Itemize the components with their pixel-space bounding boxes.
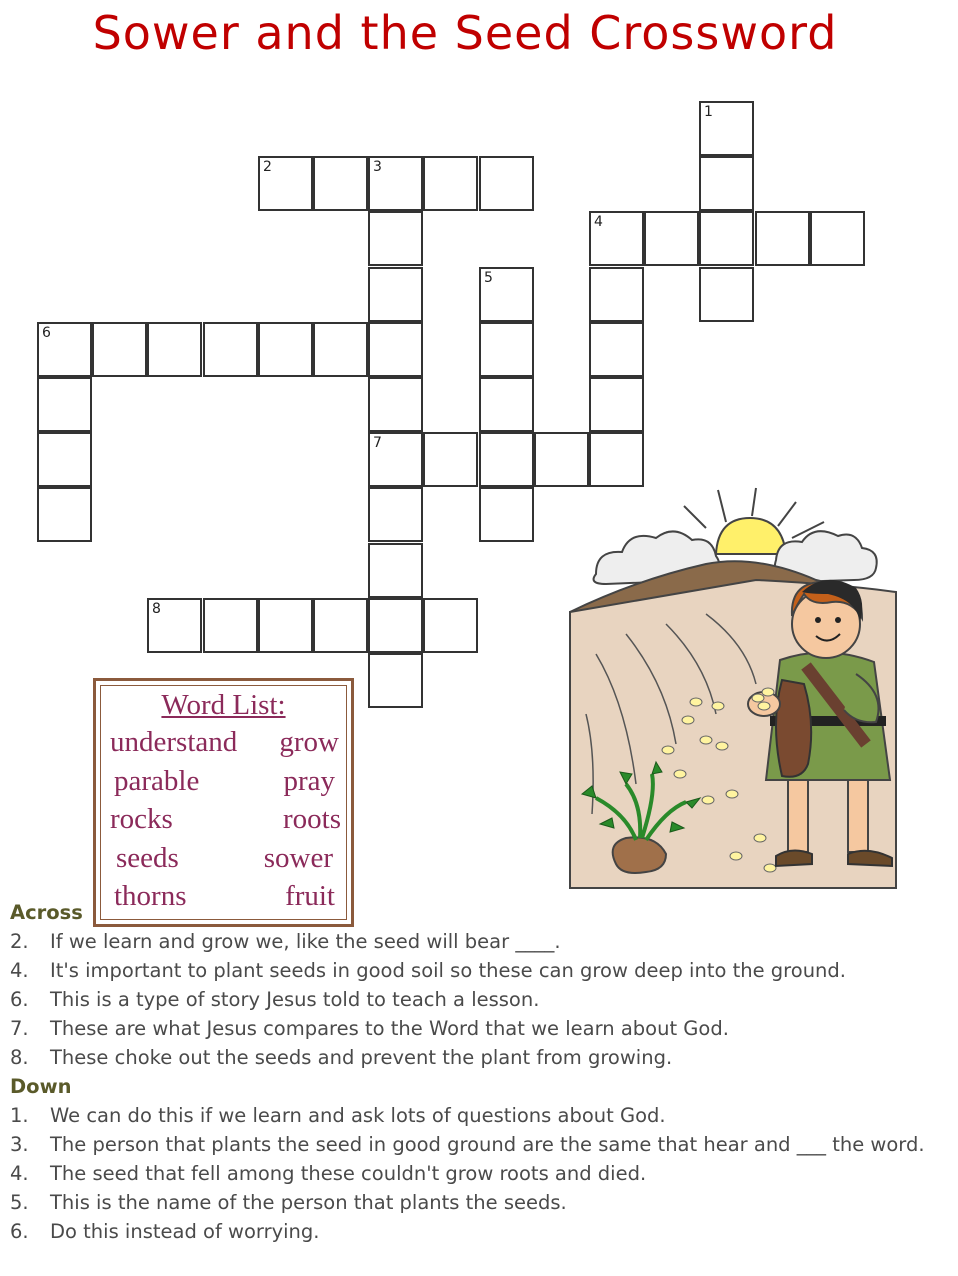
crossword-cell[interactable]	[368, 598, 423, 653]
crossword-cell[interactable]	[589, 377, 644, 432]
crossword-cell[interactable]	[203, 598, 258, 653]
clue-number-label: 8	[152, 601, 161, 617]
word-list-item: thorns	[114, 880, 187, 912]
crossword-cell[interactable]	[258, 156, 313, 211]
word-list-item: roots	[283, 803, 341, 835]
crossword-cell[interactable]	[479, 377, 534, 432]
clue-number: 2.	[10, 930, 29, 953]
crossword-cell[interactable]	[589, 211, 644, 266]
crossword-cell[interactable]	[203, 322, 258, 377]
crossword-cell[interactable]	[699, 211, 754, 266]
clue-number: 6.	[10, 988, 29, 1011]
across-clue	[10, 1014, 950, 1043]
clue-text: The person that plants the seed in good ground are the same that hear and ___ the word.	[50, 1133, 925, 1156]
clue-number: 3.	[10, 1133, 29, 1156]
clue-number-label: 7	[373, 435, 382, 451]
crossword-cell[interactable]	[368, 487, 423, 542]
down-heading: Down	[10, 1075, 72, 1098]
crossword-cell[interactable]	[368, 653, 423, 708]
word-list-item: grow	[279, 726, 339, 758]
crossword-cell[interactable]	[423, 156, 478, 211]
crossword-cell[interactable]	[644, 211, 699, 266]
crossword-cell[interactable]	[589, 267, 644, 322]
crossword-cell[interactable]	[37, 432, 92, 487]
clues-section	[10, 898, 950, 1246]
word-list-item: parable	[114, 765, 200, 797]
sun	[716, 518, 786, 554]
clue-number-label: 3	[373, 159, 382, 175]
crossword-cell[interactable]	[589, 322, 644, 377]
word-list-item: fruit	[285, 880, 335, 912]
clue-text: This is a type of story Jesus told to teach a lesson.	[50, 988, 540, 1011]
word-list-item: pray	[283, 765, 335, 797]
clue-text: If we learn and grow we, like the seed will bear ____.	[50, 930, 561, 953]
crossword-cell[interactable]	[699, 267, 754, 322]
crossword-cell[interactable]	[313, 156, 368, 211]
sower-illustration	[556, 484, 902, 890]
word-list-item: rocks	[110, 803, 173, 835]
crossword-cell[interactable]	[368, 377, 423, 432]
crossword-cell[interactable]	[313, 598, 368, 653]
clue-number-label: 2	[263, 159, 272, 175]
crossword-cell[interactable]	[368, 156, 423, 211]
crossword-cell[interactable]	[423, 432, 478, 487]
down-clue	[10, 1159, 950, 1188]
crossword-cell[interactable]	[810, 211, 865, 266]
clue-text: It's important to plant seeds in good soil so these can grow deep into the ground.	[50, 959, 846, 982]
clue-number-label: 4	[594, 214, 603, 230]
clue-number: 4.	[10, 959, 29, 982]
crossword-cell[interactable]	[479, 322, 534, 377]
crossword-cell[interactable]	[368, 211, 423, 266]
clue-number: 4.	[10, 1162, 29, 1185]
clue-text: These are what Jesus compares to the Word that we learn about God.	[50, 1017, 729, 1040]
clue-number-label: 6	[42, 325, 51, 341]
across-clue	[10, 956, 950, 985]
clue-text: Do this instead of worrying.	[50, 1220, 320, 1243]
down-clue	[10, 1188, 950, 1217]
crossword-cell[interactable]	[368, 432, 423, 487]
word-list-item: sower	[263, 842, 333, 874]
clue-number: 7.	[10, 1017, 29, 1040]
crossword-cell[interactable]	[258, 322, 313, 377]
clue-number: 6.	[10, 1220, 29, 1243]
crossword-cell[interactable]	[479, 267, 534, 322]
crossword-cell[interactable]	[147, 598, 202, 653]
word-list-box	[93, 678, 354, 927]
crossword-cell[interactable]	[755, 211, 810, 266]
clue-number: 8.	[10, 1046, 29, 1069]
crossword-cell[interactable]	[37, 487, 92, 542]
word-list-item: understand	[110, 726, 238, 758]
word-list-title: Word List:	[161, 689, 286, 721]
clue-number: 1.	[10, 1104, 29, 1127]
crossword-cell[interactable]	[479, 432, 534, 487]
crossword-cell[interactable]	[258, 598, 313, 653]
crossword-cell[interactable]	[37, 322, 92, 377]
crossword-cell[interactable]	[589, 432, 644, 487]
crossword-cell[interactable]	[92, 322, 147, 377]
page-title: Sower and the Seed Crossword	[92, 6, 838, 60]
crossword-cell[interactable]	[534, 432, 589, 487]
crossword-cell[interactable]	[699, 156, 754, 211]
across-clue	[10, 927, 950, 956]
clue-text: The seed that fell among these couldn't grow roots and died.	[50, 1162, 647, 1185]
across-heading: Across	[10, 901, 83, 924]
clue-text: These choke out the seeds and prevent the plant from growing.	[50, 1046, 673, 1069]
clue-text: We can do this if we learn and ask lots of questions about God.	[50, 1104, 666, 1127]
across-clue	[10, 1043, 950, 1072]
crossword-cell[interactable]	[368, 543, 423, 598]
clue-text: This is the name of the person that plants the seeds.	[50, 1191, 567, 1214]
crossword-cell[interactable]	[479, 487, 534, 542]
word-list-item: seeds	[116, 842, 179, 874]
down-clue	[10, 1101, 950, 1130]
clue-number-label: 1	[704, 104, 713, 120]
down-clue	[10, 1217, 950, 1246]
crossword-cell[interactable]	[423, 598, 478, 653]
down-clue	[10, 1130, 950, 1159]
crossword-cell[interactable]	[368, 267, 423, 322]
crossword-cell[interactable]	[368, 322, 423, 377]
crossword-cell[interactable]	[479, 156, 534, 211]
crossword-cell[interactable]	[37, 377, 92, 432]
crossword-cell[interactable]	[313, 322, 368, 377]
across-clue	[10, 985, 950, 1014]
crossword-cell[interactable]	[699, 101, 754, 156]
crossword-cell[interactable]	[147, 322, 202, 377]
clue-number: 5.	[10, 1191, 29, 1214]
clue-number-label: 5	[484, 270, 493, 286]
